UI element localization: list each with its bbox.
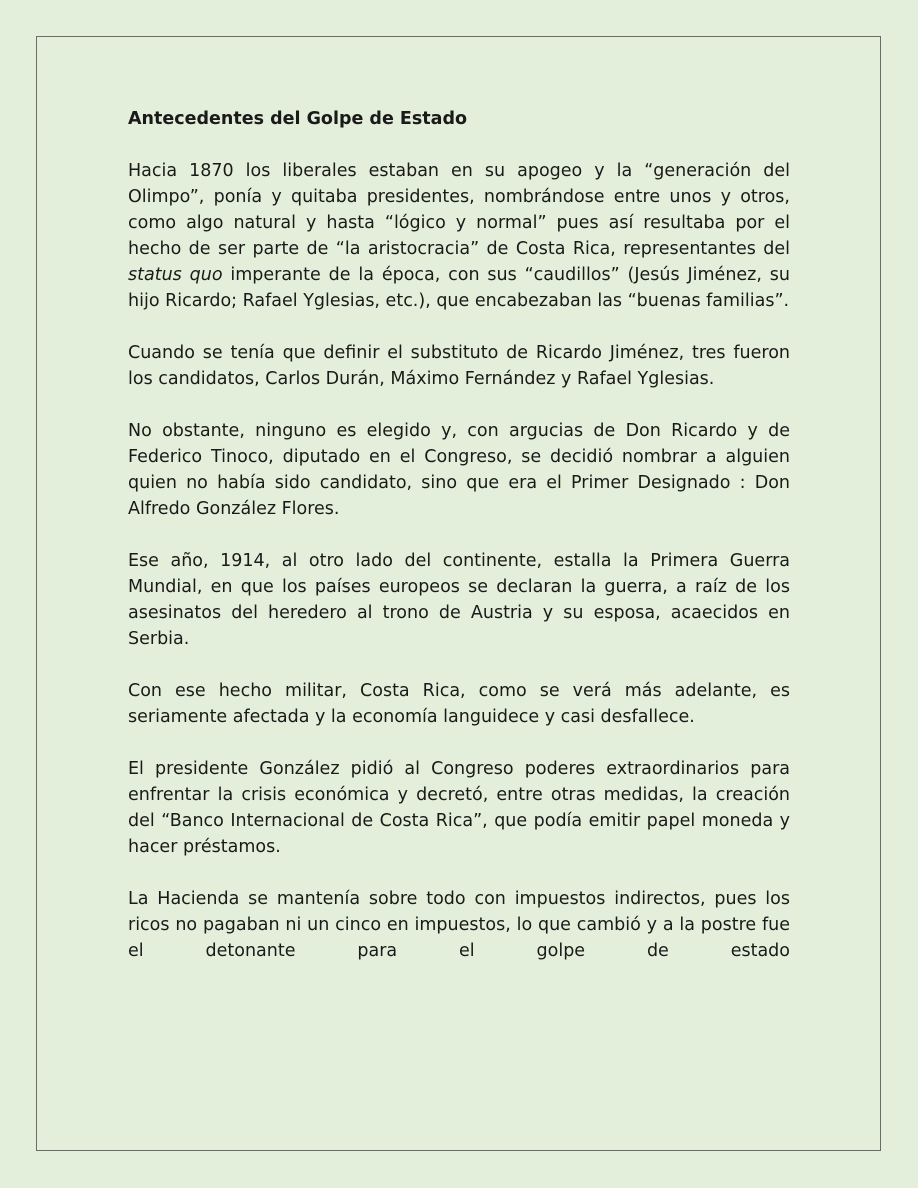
paragraph-4: Ese año, 1914, al otro lado del continente, estalla la Primera Guerra Mundial, en que los países europeos se declaran la guerra, a raíz de los asesinatos del heredero al trono de Austria y su esposa, acaecidos en Serbia. <box>128 551 790 649</box>
document-heading: Antecedentes del Golpe de Estado <box>128 109 468 129</box>
paragraph-6: El presidente González pidió al Congreso poderes extraordinarios para enfrentar la crisis económica y decretó, entre otras medidas, la creación del “Banco Internacional de Costa Rica”, que podía emitir papel moneda y hacer préstamos. <box>128 759 790 857</box>
paragraph-1-italic-term: status quo <box>128 265 223 285</box>
document-body <box>128 106 790 964</box>
paragraph-5: Con ese hecho militar, Costa Rica, como se verá más adelante, es seriamente afectada y la economía languidece y casi desfallece. <box>128 681 790 727</box>
paragraph-1 <box>128 158 790 314</box>
paragraph-3: No obstante, ninguno es elegido y, con argucias de Don Ricardo y de Federico Tinoco, diputado en el Congreso, se decidió nombrar a alguien quien no había sido candidato, sino que era el Primer Designado : Don Alfredo González Flores. <box>128 421 790 519</box>
paragraph-1-text-before: Hacia 1870 los liberales estaban en su apogeo y la “generación del Olimpo”, ponía y quitaba presidentes, nombrándose entre unos y otros, como algo natural y hasta “lógico y normal” pues así resultaba por el hecho de ser parte de “la aristocracia” de Costa Rica, representantes del <box>128 161 790 259</box>
paragraph-7: La Hacienda se mantenía sobre todo con impuestos indirectos, pues los ricos no pagaban ni un cinco en impuestos, lo que cambió y a la postre fue el detonante para el golpe de estado <box>128 889 790 961</box>
paragraph-2: Cuando se tenía que definir el substituto de Ricardo Jiménez, tres fueron los candidatos, Carlos Durán, Máximo Fernández y Rafael Yglesias. <box>128 343 790 389</box>
paragraph-1-text-after: imperante de la época, con sus “caudillos” (Jesús Jiménez, su hijo Ricardo; Rafael Yglesias, etc.), que encabezaban las “buenas familias”. <box>128 265 790 311</box>
